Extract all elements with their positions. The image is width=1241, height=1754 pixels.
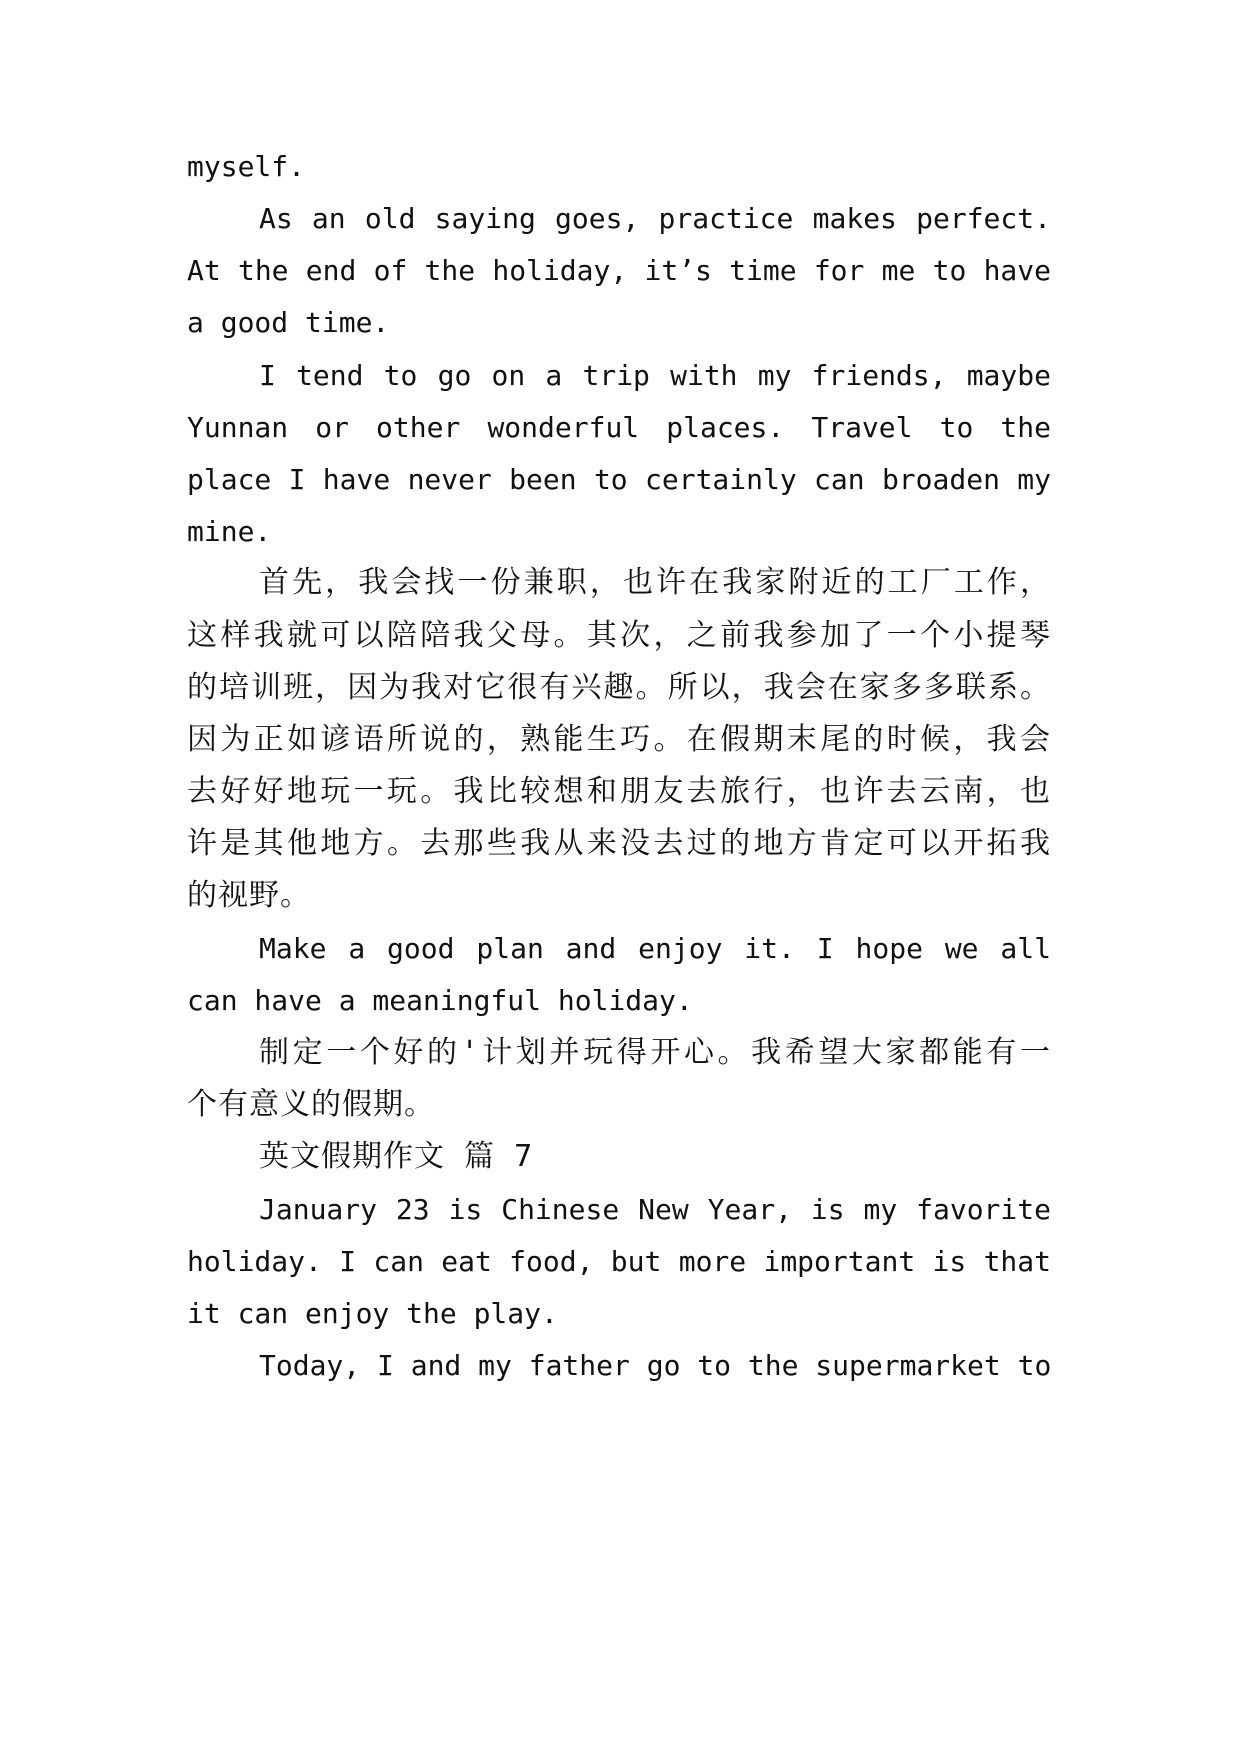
- text-line: Yunnan or other wonderful places. Travel to the: [187, 411, 1051, 444]
- chinese-paragraph-start-line: 制定一个好的'计划并玩得开心。我希望大家都能有一: [259, 1035, 1051, 1070]
- section-heading: 英文假期作文 篇 7: [259, 1139, 534, 1174]
- paragraph-start-line: Make a good plan and enjoy it. I hope we all: [259, 932, 1051, 965]
- text-line: At the end of the holiday, it’s time for me to have: [187, 254, 1051, 287]
- chinese-text-line: 的视野。: [187, 878, 311, 913]
- chinese-text-line: 去好好地玩一玩。我比较想和朋友去旅行，也许去云南，也: [187, 774, 1051, 809]
- chinese-text-line: 的培训班，因为我对它很有兴趣。所以，我会在家多多联系。: [187, 670, 1051, 705]
- chinese-text-line: 因为正如谚语所说的，熟能生巧。在假期末尾的时候，我会: [187, 722, 1051, 757]
- paragraph-start-line: As an old saying goes, practice makes perfect.: [259, 202, 1051, 235]
- chinese-paragraph-start-line: 首先，我会找一份兼职，也许在我家附近的工厂工作，: [259, 565, 1051, 600]
- paragraph-start-line: January 23 is Chinese New Year, is my favorite: [259, 1193, 1051, 1226]
- paragraph-start-line: Today, I and my father go to the supermarket to: [259, 1349, 1052, 1382]
- chinese-text-line: 这样我就可以陪陪我父母。其次，之前我参加了一个小提琴: [187, 618, 1051, 653]
- text-line: place I have never been to certainly can broaden my: [187, 463, 1051, 496]
- text-line: it can enjoy the play.: [187, 1297, 558, 1330]
- text-line: a good time.: [187, 306, 390, 339]
- text-line: holiday. I can eat food, but more important is that: [187, 1245, 1051, 1278]
- text-line: myself.: [187, 150, 306, 183]
- text-line: can have a meaningful holiday.: [187, 984, 693, 1017]
- chinese-text-line: 许是其他地方。去那些我从来没去过的地方肯定可以开拓我: [187, 826, 1051, 861]
- paragraph-start-line: I tend to go on a trip with my friends, maybe: [259, 359, 1051, 392]
- text-line: mine.: [187, 515, 272, 548]
- chinese-text-line: 个有意义的假期。: [187, 1087, 435, 1122]
